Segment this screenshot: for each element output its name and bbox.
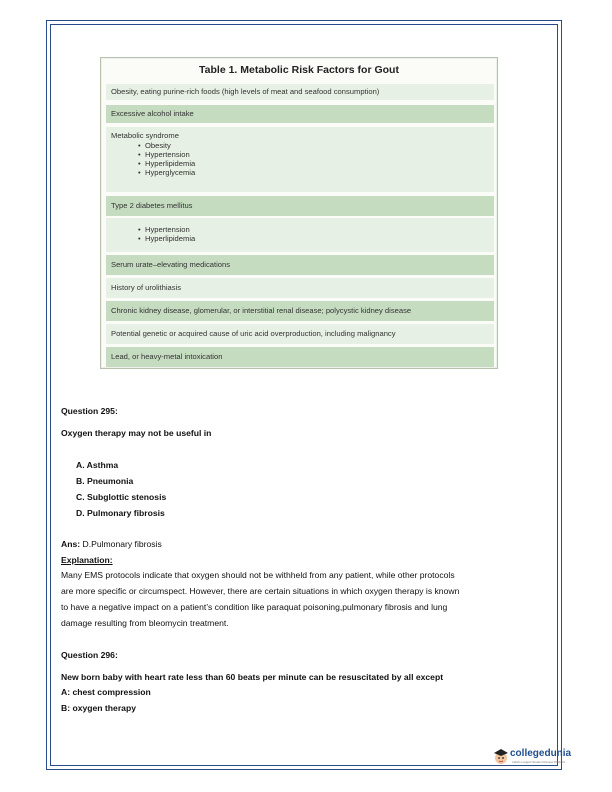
answer-value: D.Pulmonary fibrosis	[80, 539, 162, 549]
question-295-text: Oxygen therapy may not be useful in	[61, 428, 212, 438]
list-item: • Hypertension	[145, 150, 494, 159]
table-row: Chronic kidney disease, glomerular, or interstitial renal disease; polycystic kidney disease	[106, 301, 494, 321]
table-row: History of urolithiasis	[106, 278, 494, 298]
table-title: Table 1. Metabolic Risk Factors for Gout	[199, 64, 399, 76]
answer-line	[61, 539, 162, 549]
question-295-number: Question 295:	[61, 406, 118, 416]
option-a: A: chest compression	[61, 687, 151, 697]
list-item: • Hyperlipidemia	[145, 234, 494, 243]
list-item: • Hypertension	[145, 225, 494, 234]
table-row: Serum urate–elevating medications	[106, 255, 494, 275]
explanation-line: damage resulting from bleomycin treatment.	[61, 618, 229, 628]
logo-wordmark: collegedunia	[510, 748, 572, 759]
explanation-line: Many EMS protocols indicate that oxygen should not be withheld from any patient, while other protocols	[61, 570, 455, 580]
explanation-label: Explanation:	[61, 555, 113, 565]
table-row: Type 2 diabetes mellitus	[106, 196, 494, 216]
list-item: • Hyperlipidemia	[145, 159, 494, 168]
gout-risk-table	[100, 57, 498, 369]
list-item: • Hyperglycemia	[145, 168, 494, 177]
explanation-text	[61, 567, 552, 631]
explanation-line: are more specific or circumspect. However, there are certain situations in which oxygen therapy is known	[61, 586, 460, 596]
diabetes-bullets	[111, 225, 494, 243]
logo-tagline: India's Largest Student Review Platform	[512, 760, 566, 764]
table-row-metabolic	[106, 127, 494, 192]
list-item: • Obesity	[145, 141, 494, 150]
option-b: B. Pneumonia	[76, 476, 134, 486]
option-b: B: oxygen therapy	[61, 703, 136, 713]
collegedunia-logo	[492, 746, 572, 768]
metabolic-bullets	[111, 141, 494, 177]
explanation-line: to have a negative impact on a patient’s condition like paraquat poisoning,pulmonary fibrosis and lung	[61, 602, 448, 612]
question-296-text: New born baby with heart rate less than 60 beats per minute can be resuscitated by all except	[61, 672, 444, 682]
table-row: Obesity, eating purine-rich foods (high levels of meat and seafood consumption)	[106, 84, 494, 100]
table-row-label: Metabolic syndrome	[111, 131, 179, 140]
answer-label: Ans:	[61, 539, 81, 549]
table-row: Potential genetic or acquired cause of uric acid overproduction, including malignancy	[106, 324, 494, 344]
option-a: A. Asthma	[76, 460, 119, 470]
option-c: C. Subglottic stenosis	[76, 492, 167, 502]
table-row: Lead, or heavy-metal intoxication	[106, 347, 494, 367]
table-row: Excessive alcohol intake	[106, 105, 494, 123]
mascot-icon	[492, 746, 510, 766]
table-row-diabetes	[106, 218, 494, 252]
option-d: D. Pulmonary fibrosis	[76, 508, 165, 518]
question-296-number: Question 296:	[61, 650, 118, 660]
